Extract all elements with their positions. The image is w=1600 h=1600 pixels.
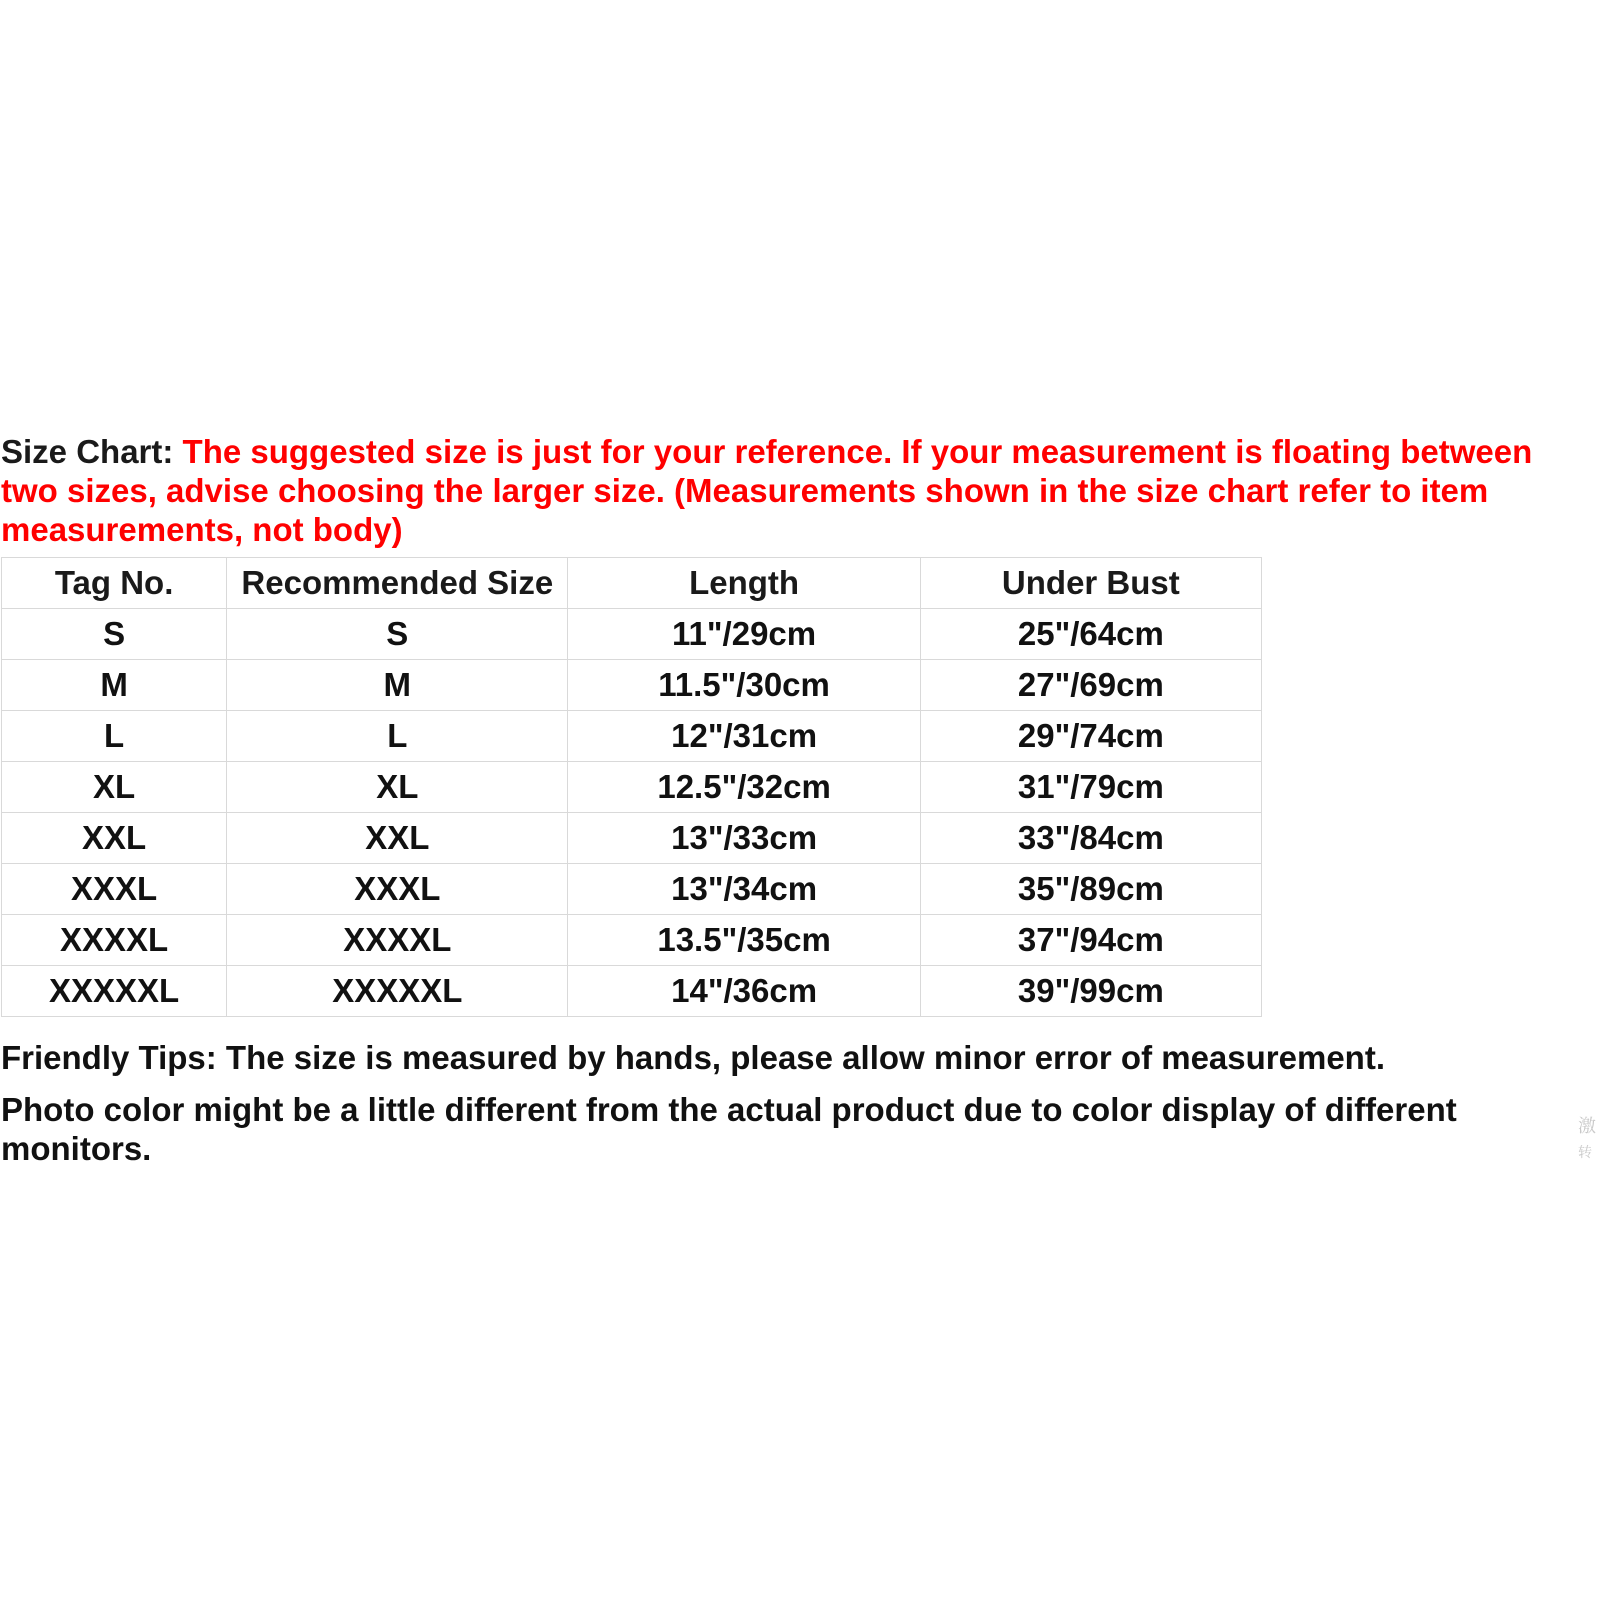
under-bust-cell: 33"/84cm <box>920 813 1261 864</box>
tag-cell: XXL <box>2 813 227 864</box>
length-cell: 13"/33cm <box>568 813 920 864</box>
table-row <box>2 762 1262 813</box>
length-cell: 13.5"/35cm <box>568 915 920 966</box>
friendly-tips: Friendly Tips: The size is measured by hands, please allow minor error of measurement. <box>1 1039 1385 1076</box>
tag-cell: M <box>2 660 227 711</box>
under-bust-cell: 27"/69cm <box>920 660 1261 711</box>
table-row <box>2 966 1262 1017</box>
under-bust-cell: 31"/79cm <box>920 762 1261 813</box>
tag-cell: XXXXXL <box>2 966 227 1017</box>
column-header-tag-no: Tag No. <box>2 558 227 609</box>
size-chart-note <box>1 432 1599 550</box>
recommended-size-cell: L <box>227 711 568 762</box>
table-row <box>2 915 1262 966</box>
tag-cell: S <box>2 609 227 660</box>
table-header-row <box>2 558 1262 609</box>
size-chart-notice: The suggested size is just for your reference. If your measurement is floating between two sizes, advise choosing the larger size. (Measurements shown in the size chart refer to item measurements, not body) <box>1 433 1533 548</box>
recommended-size-cell: XXXXXL <box>227 966 568 1017</box>
recommended-size-cell: XL <box>227 762 568 813</box>
length-cell: 12"/31cm <box>568 711 920 762</box>
column-header-under-bust: Under Bust <box>920 558 1261 609</box>
recommended-size-cell: S <box>227 609 568 660</box>
table-row <box>2 813 1262 864</box>
watermark-glyph: 转 <box>1578 1145 1592 1161</box>
photo-color-note: Photo color might be a little different from the actual product due to color display of different monitors. <box>1 1091 1457 1167</box>
table-row <box>2 711 1262 762</box>
side-watermark <box>1578 1116 1600 1162</box>
tag-cell: XXXL <box>2 864 227 915</box>
under-bust-cell: 29"/74cm <box>920 711 1261 762</box>
tag-cell: XL <box>2 762 227 813</box>
under-bust-cell: 37"/94cm <box>920 915 1261 966</box>
recommended-size-cell: XXXL <box>227 864 568 915</box>
tag-cell: L <box>2 711 227 762</box>
length-cell: 12.5"/32cm <box>568 762 920 813</box>
under-bust-cell: 35"/89cm <box>920 864 1261 915</box>
length-cell: 11"/29cm <box>568 609 920 660</box>
column-header-length: Length <box>568 558 920 609</box>
table-row <box>2 864 1262 915</box>
recommended-size-cell: XXL <box>227 813 568 864</box>
under-bust-cell: 25"/64cm <box>920 609 1261 660</box>
recommended-size-cell: XXXXL <box>227 915 568 966</box>
length-cell: 13"/34cm <box>568 864 920 915</box>
length-cell: 14"/36cm <box>568 966 920 1017</box>
watermark-glyph: 激 <box>1578 1116 1596 1137</box>
table-row <box>2 660 1262 711</box>
tag-cell: XXXXL <box>2 915 227 966</box>
recommended-size-cell: M <box>227 660 568 711</box>
column-header-recommended-size: Recommended Size <box>227 558 568 609</box>
under-bust-cell: 39"/99cm <box>920 966 1261 1017</box>
length-cell: 11.5"/30cm <box>568 660 920 711</box>
size-chart-label: Size Chart: <box>1 433 183 470</box>
table-row <box>2 609 1262 660</box>
size-table <box>1 557 1262 1017</box>
